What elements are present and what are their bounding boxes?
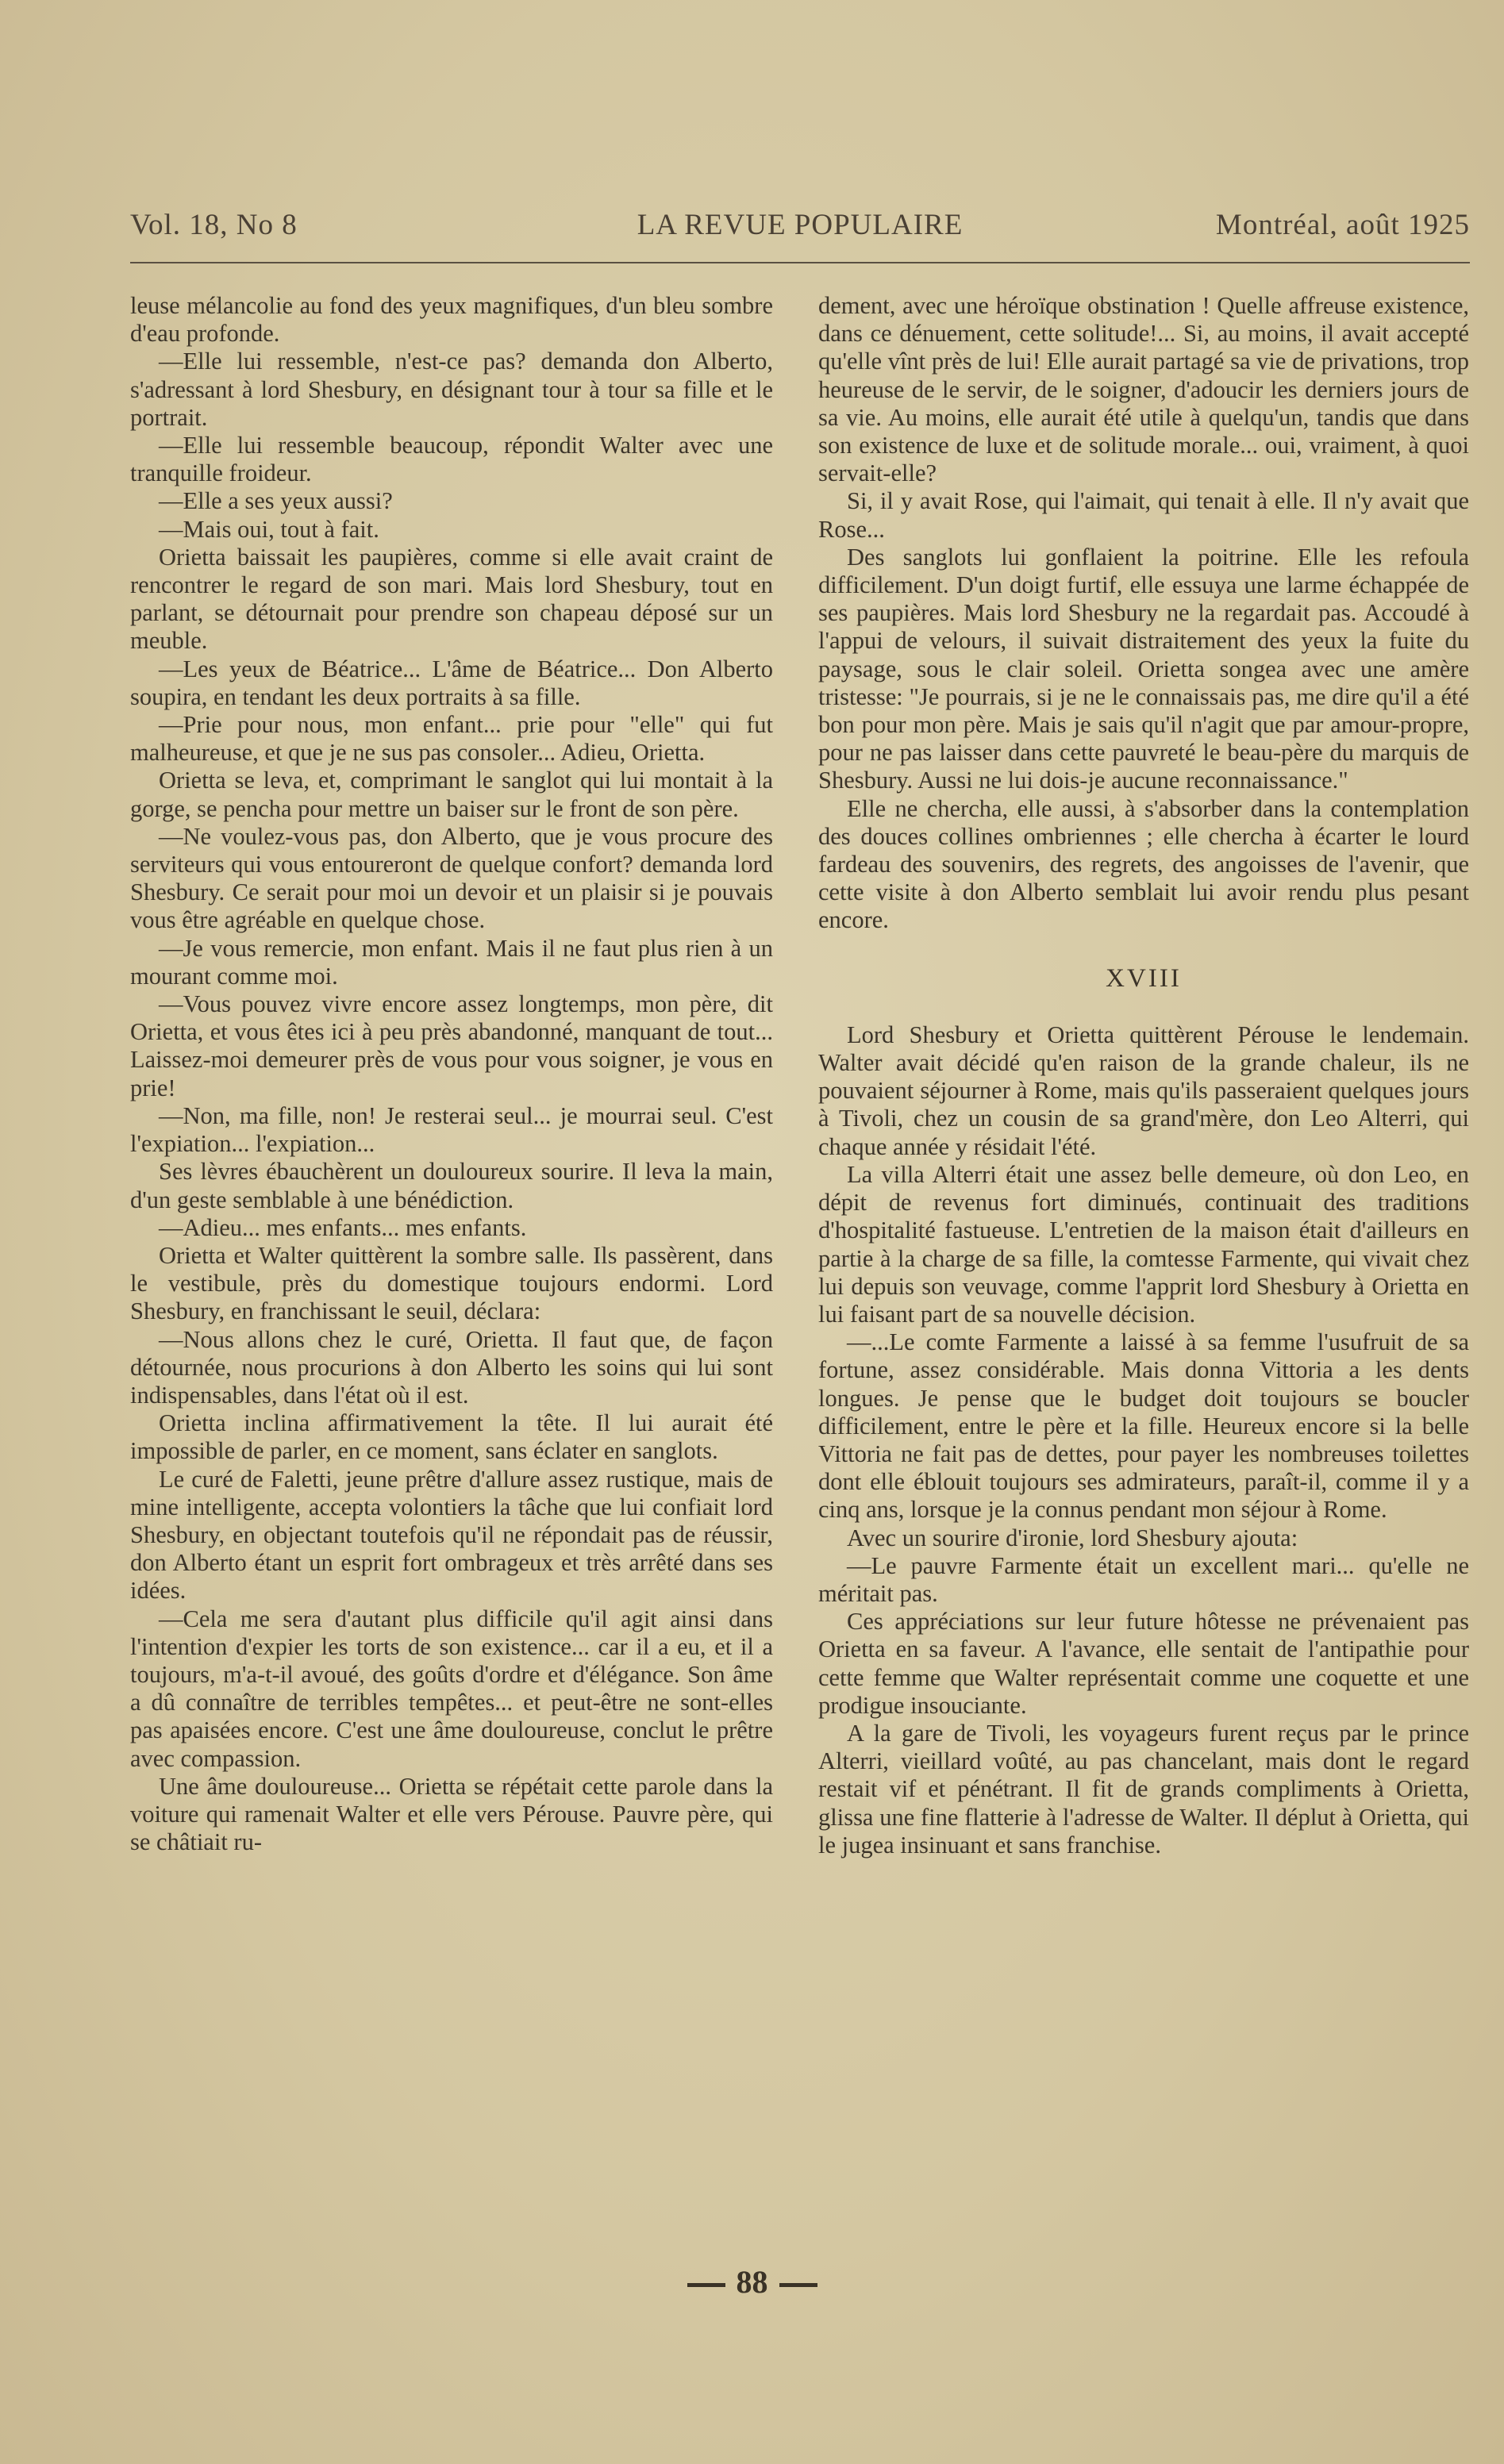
paragraph: —Nous allons chez le curé, Orietta. Il faut que, de façon détournée, nous procurions à don Alberto les soins qui lui sont indispensables, dans l'état où il est. xyxy=(130,1325,773,1409)
paragraph: —Les yeux de Béatrice... L'âme de Béatrice... Don Alberto soupira, en tendant les deux portraits à sa fille. xyxy=(130,655,773,710)
paragraph: —Ne voulez-vous pas, don Alberto, que je vous procure des serviteurs qui vous entoureront de quelque confort? demanda lord Shesbury. Ce serait pour moi un devoir et un plaisir si je pouvais vous être agréable en quelque chose. xyxy=(130,822,773,934)
page-footer xyxy=(0,2263,1504,2301)
paragraph: —Non, ma fille, non! Je resterai seul... je mourrai seul. C'est l'expiation... l'expiation... xyxy=(130,1101,773,1158)
paragraph: Ses lèvres ébauchèrent un douloureux sourire. Il leva la main, d'un geste semblable à une bénédiction. xyxy=(130,1158,773,1213)
paragraph: Une âme douloureuse... Orietta se répétait cette parole dans la voiture qui ramenait Walter et elle vers Pérouse. Pauvre père, qui se châtiait ru- xyxy=(130,1772,773,1856)
paragraph: —Mais oui, tout à fait. xyxy=(159,515,379,543)
footer-dash-right xyxy=(779,2283,817,2287)
right-column xyxy=(818,292,1469,1859)
volume-label: Vol. 18, No 8 xyxy=(130,209,298,241)
place-date: Montréal, août 1925 xyxy=(1215,209,1470,241)
paragraph: A la gare de Tivoli, les voyageurs furent reçus par le prince Alterri, vieillard voûté, au pas chancelant, mais dont le regard restait vif et pénétrant. Il fit de grands compliments à Orietta, glissa une fine flatterie à l'adresse de Walter. Il déplut à Orietta, qui le jugea insinuant et sans franchise. xyxy=(818,1719,1469,1859)
paragraph: —Elle a ses yeux aussi? xyxy=(159,487,393,515)
page-number: 88 xyxy=(736,2264,768,2300)
paragraph: Orietta et Walter quittèrent la sombre salle. Ils passèrent, dans le vestibule, près du domestique toujours endormi. Lord Shesbury, en franchissant le seuil, déclara: xyxy=(130,1241,773,1325)
paragraph: —Elle lui ressemble beaucoup, répondit Walter avec une tranquille froideur. xyxy=(130,432,773,487)
left-column xyxy=(130,292,773,1856)
paragraph: —Prie pour nous, mon enfant... prie pour "elle" qui fut malheureuse, et que je ne sus pas consoler... Adieu, Orietta. xyxy=(130,711,773,767)
paragraph: —...Le comte Farmente a laissé à sa femme l'usufruit de sa fortune, assez considérable. Mais donna Vittoria a les dents longues. Je pense que le budget doit toujours se boucler difficilement, entre le père et la fille. Heureux encore si la belle Vittoria ne fait pas de dettes, pour payer les nombreuses toilettes dont elle éblouit toujours ses admirateurs, paraît-il, comme il y a cinq ans, lorsque je la connus pendant mon séjour à Rome. xyxy=(818,1328,1469,1524)
paragraph: La villa Alterri était une assez belle demeure, où don Leo, en dépit de revenus fort diminués, continuait des traditions d'hospitalité fastueuse. L'entretien de la maison était d'ailleurs en partie à la charge de sa fille, la comtesse Farmente, qui vivait chez lui depuis son veuvage, comme l'apprit lord Shesbury à Orietta en lui faisant part de sa nouvelle décision. xyxy=(818,1160,1469,1328)
paragraph: Orietta se leva, et, comprimant le sanglot qui lui montait à la gorge, se pencha pour mettre un baiser sur le front de son père. xyxy=(130,767,773,822)
paragraph: Orietta baissait les paupières, comme si elle avait craint de rencontrer le regard de son mari. Mais lord Shesbury, tout en parlant, se détournait pour prendre son chapeau déposé sur un meuble. xyxy=(130,543,773,655)
paragraph: —Adieu... mes enfants... mes enfants. xyxy=(159,1213,527,1241)
page-header xyxy=(130,208,1470,248)
chapter-heading: XVIII xyxy=(1106,963,1182,993)
header-rule xyxy=(130,262,1470,263)
paragraph: —Le pauvre Farmente était un excellent mari... qu'elle ne méritait pas. xyxy=(818,1551,1469,1607)
magazine-title: LA REVUE POPULAIRE xyxy=(637,209,964,241)
paragraph: Si, il y avait Rose, qui l'aimait, qui tenait à elle. Il n'y avait que Rose... xyxy=(818,487,1469,543)
paragraph: —Je vous remercie, mon enfant. Mais il ne faut plus rien à un mourant comme moi. xyxy=(130,934,773,990)
paragraph: Avec un sourire d'ironie, lord Shesbury ajouta: xyxy=(847,1524,1298,1551)
paragraph: Lord Shesbury et Orietta quittèrent Pérouse le lendemain. Walter avait décidé qu'en raison de la grande chaleur, ils ne pouvaient séjourner à Rome, mais qu'ils passeraient quelques jours à Tivoli, chez un cousin de sa grand'mère, don Leo Alterri, qui chaque année y résidait l'été. xyxy=(818,1021,1469,1160)
paragraph: —Vous pouvez vivre encore assez longtemps, mon père, dit Orietta, et vous êtes ici à peu près abandonné, manquant de tout... Laissez-moi demeurer près de vous pour vous soigner, je vous en prie! xyxy=(130,990,773,1101)
paragraph: Elle ne chercha, elle aussi, à s'absorber dans la contemplation des douces collines ombriennes ; elle chercha à écarter le lourd fardeau des souvenirs, des regrets, des angoisses de l'avenir, que cette visite à don Alberto semblait lui avoir rendu plus pesant encore. xyxy=(818,794,1469,934)
paragraph: Des sanglots lui gonflaient la poitrine. Elle les refoula difficilement. D'un doigt furtif, elle essuya une larme échappée de ses paupières. Mais lord Shesbury ne la regardait pas. Accoudé à l'appui de velours, il suivait distraitement des yeux la fuite du paysage, sous le clair soleil. Orietta songea avec une amère tristesse: "Je pourrais, si je ne le connaissais pas, me dire qu'il a été bon pour mon père. Mais je sais qu'il n'agit que par amour-propre, pour ne pas laisser dans cette pauvreté le beau-père du marquis de Shesbury. Aussi ne lui dois-je aucune reconnaissance." xyxy=(818,543,1469,794)
paragraph: Ces appréciations sur leur future hôtesse ne prévenaient pas Orietta en sa faveur. A l'avance, elle sentait de l'antipathie pour cette femme que Walter représentait comme une coquette et une prodigue insouciante. xyxy=(818,1608,1469,1719)
paragraph: Le curé de Faletti, jeune prêtre d'allure assez rustique, mais de mine intelligente, accepta volontiers la tâche que lui confiait lord Shesbury, en objectant toutefois qu'il ne répondait pas de réussir, don Alberto étant un esprit fort ombrageux et très arrêté dans ses idées. xyxy=(130,1465,773,1605)
paragraph: dement, avec une héroïque obstination ! Quelle affreuse existence, dans ce dénuement, cette solitude!... Si, au moins, il avait accepté qu'elle vînt près de lui! Elle aurait partagé sa vie de privations, trop heureuse de le servir, de le soigner, d'adoucir les derniers jours de sa vie. Au moins, elle aurait été utile à quelqu'un, tandis que dans son existence de luxe et de solitude morale... oui, vraiment, à quoi servait-elle? xyxy=(818,292,1469,487)
paragraph: —Cela me sera d'autant plus difficile qu'il agit ainsi dans l'intention d'expier les torts de son existence... car il a eu, et il a toujours, m'a-t-il avoué, des goûts d'ordre et d'élégance. Son âme a dû connaître de terribles tempêtes... et peut-être ne sont-elles pas apaisées encore. C'est une âme douloureuse, conclut le prêtre avec compassion. xyxy=(130,1605,773,1772)
footer-dash-left xyxy=(687,2283,725,2287)
paragraph: leuse mélancolie au fond des yeux magnifiques, d'un bleu sombre d'eau profonde. xyxy=(130,292,773,348)
paragraph: —Elle lui ressemble, n'est-ce pas? demanda don Alberto, s'adressant à lord Shesbury, en désignant tour à tour sa fille et le portrait. xyxy=(130,348,773,431)
paragraph: Orietta inclina affirmativement la tête. Il lui aurait été impossible de parler, en ce moment, sans éclater en sanglots. xyxy=(130,1409,773,1465)
